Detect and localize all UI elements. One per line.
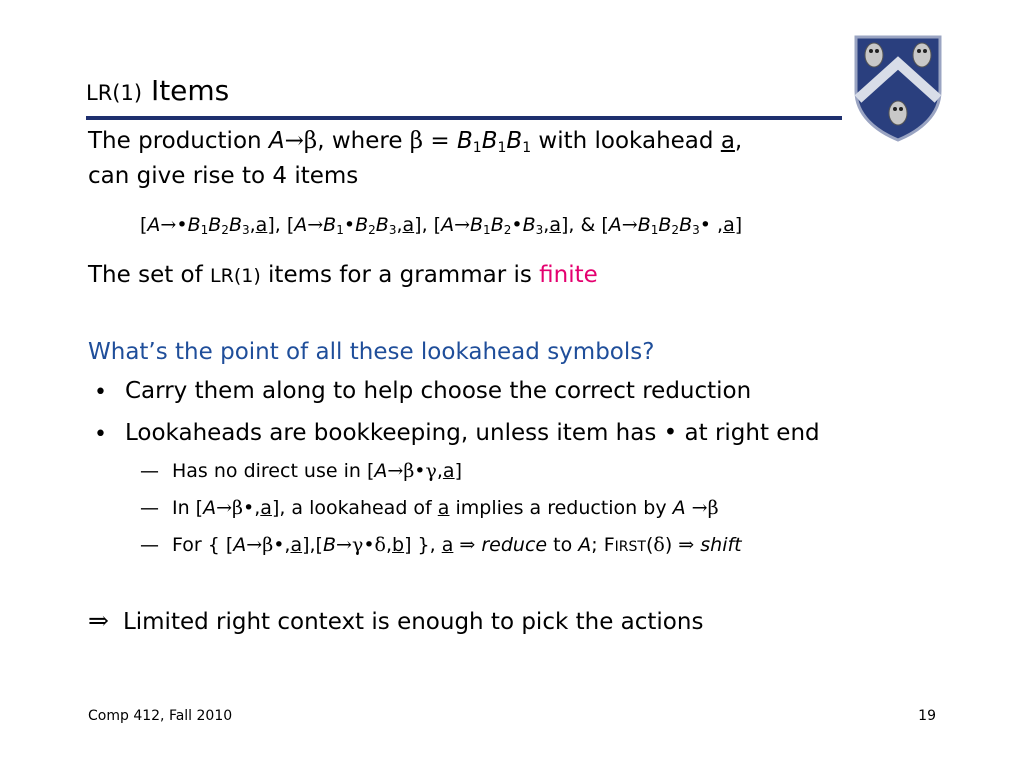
- items-list: [140, 214, 742, 236]
- conclusion-line: [88, 606, 703, 635]
- subscript: 1: [336, 223, 344, 237]
- var-B: B: [490, 214, 504, 236]
- footer-page-number: 19: [918, 708, 936, 724]
- subscript: 2: [221, 223, 229, 237]
- lookahead-a: a: [437, 497, 450, 519]
- arrow-symbol: →: [336, 534, 352, 556]
- sub2-mid: ], a lookahead of: [271, 497, 438, 519]
- finite-mid: items for a grammar is: [260, 262, 540, 288]
- arrow-symbol: →: [621, 214, 638, 236]
- bullet-marker: •: [94, 422, 107, 447]
- subscript: 1: [522, 140, 532, 156]
- lookahead-a: a: [260, 497, 272, 519]
- implies-symbol: ⇒: [453, 534, 482, 556]
- item-1: [140, 214, 287, 236]
- intro-text: The production: [88, 128, 269, 154]
- var-A: A: [578, 534, 592, 556]
- lookahead-a: a: [402, 214, 415, 236]
- title-rule: [86, 116, 842, 120]
- var-A: A: [233, 534, 247, 556]
- var-A: A: [441, 214, 455, 236]
- equals: =: [423, 128, 457, 154]
- finite-word: finite: [539, 262, 598, 288]
- var-B: B: [355, 214, 369, 236]
- subscript: 1: [472, 140, 482, 156]
- sub-bullet-1: [172, 460, 462, 482]
- gamma-symbol: γ: [351, 534, 364, 556]
- var-B: B: [637, 214, 651, 236]
- arrow-symbol: →: [454, 214, 470, 236]
- var-B: B: [658, 214, 672, 236]
- var-B: B: [679, 214, 693, 236]
- bracket: ] },: [404, 534, 442, 556]
- implies-arrow-icon: ⇒: [88, 606, 109, 635]
- first-irst: IRST: [614, 539, 646, 555]
- separator: ,: [254, 497, 261, 519]
- subscript: 1: [483, 223, 491, 237]
- subscript: 1: [200, 223, 209, 237]
- bracket: [: [140, 214, 148, 236]
- dash-marker: —: [140, 497, 159, 519]
- item-4: [601, 214, 742, 236]
- lookahead-a: a: [255, 214, 268, 236]
- beta-symbol: β: [403, 460, 415, 482]
- dot-symbol: •: [243, 497, 255, 519]
- var-A: A: [147, 214, 161, 236]
- bracket: [: [433, 214, 442, 236]
- beta-symbol: β: [409, 128, 424, 154]
- var-B: B: [506, 128, 523, 154]
- separator: ,: [710, 214, 724, 236]
- finite-pre: The set of: [88, 262, 211, 288]
- implies-symbol: ⇒: [672, 534, 701, 556]
- paren: ): [664, 534, 673, 556]
- arrow-symbol: →: [685, 497, 708, 519]
- subscript: 2: [368, 223, 376, 237]
- item-2: [287, 214, 434, 236]
- separator: ,: [385, 534, 393, 556]
- reduce-word: reduce: [481, 534, 548, 556]
- var-B: B: [323, 214, 337, 236]
- subscript: 2: [671, 223, 680, 237]
- beta-symbol: β: [707, 497, 719, 519]
- lookahead-a: a: [549, 214, 561, 236]
- sub3-pre: For { [: [172, 534, 234, 556]
- bracket: ]: [734, 214, 743, 236]
- beta-symbol: β: [303, 128, 318, 154]
- var-A: A: [268, 128, 285, 154]
- bracket: ],: [414, 214, 434, 236]
- intro-line-2: can give rise to 4 items: [88, 163, 359, 189]
- lr1-label: LR(1): [210, 265, 261, 287]
- subscript: 2: [503, 223, 512, 237]
- var-B: B: [322, 534, 337, 556]
- bracket: ], &: [560, 214, 602, 236]
- subscript: 3: [692, 223, 700, 237]
- bullet-2: Lookaheads are bookkeeping, unless item has • at right end: [125, 420, 820, 446]
- delta-symbol: δ: [374, 534, 386, 556]
- dot-symbol: •: [414, 460, 426, 482]
- bracket: [: [601, 214, 609, 236]
- var-B: B: [228, 214, 242, 236]
- sub-bullet-3: [172, 534, 742, 556]
- bracket: [: [286, 214, 295, 236]
- sub-bullet-2: [172, 497, 719, 519]
- arrow-symbol: →: [284, 128, 304, 154]
- dot-symbol: •: [176, 214, 188, 236]
- delta-symbol: δ: [653, 534, 665, 556]
- title-lr1: LR(1): [86, 81, 143, 105]
- dot-symbol: •: [343, 214, 356, 236]
- arrow-symbol: →: [307, 214, 324, 236]
- dot-symbol: •: [273, 534, 285, 556]
- dash-marker: —: [140, 460, 159, 482]
- separator: ,: [543, 214, 550, 236]
- lookahead-a: a: [720, 128, 735, 154]
- dot-symbol: •: [699, 214, 711, 236]
- intro-where: , where: [317, 128, 410, 154]
- bracket: ],: [267, 214, 287, 236]
- lookahead-a: a: [290, 534, 303, 556]
- first-F: F: [603, 534, 615, 556]
- bracket: ]: [454, 460, 462, 482]
- beta-symbol: β: [262, 534, 274, 556]
- subscript: 1: [497, 140, 507, 156]
- var-A: A: [608, 214, 622, 236]
- intro-with-lookahead: with lookahead: [531, 128, 721, 154]
- subscript: 3: [241, 223, 250, 237]
- var-A: A: [294, 214, 308, 236]
- dot-symbol: •: [363, 534, 375, 556]
- intro-line-1: [88, 128, 742, 154]
- sub2-pre: In [: [172, 497, 204, 519]
- to-word: to: [547, 534, 579, 556]
- var-B: B: [375, 214, 389, 236]
- finite-line: [88, 262, 598, 288]
- dash-marker: —: [140, 534, 159, 556]
- separator: ;: [591, 534, 604, 556]
- sub2-post: implies a reduction by: [449, 497, 673, 519]
- lookahead-b: b: [392, 534, 405, 556]
- arrow-symbol: →: [160, 214, 177, 236]
- lookahead-a: a: [723, 214, 735, 236]
- var-B: B: [208, 214, 222, 236]
- var-B: B: [187, 214, 201, 236]
- subscript: 3: [535, 223, 544, 237]
- item-3: [434, 214, 602, 236]
- arrow-symbol: →: [216, 497, 233, 519]
- intro-comma: ,: [734, 128, 743, 154]
- subscript: 3: [388, 223, 397, 237]
- bracket: ],[: [302, 534, 323, 556]
- conclusion-text: Limited right context is enough to pick the actions: [122, 609, 704, 635]
- gamma-symbol: γ: [425, 460, 437, 482]
- separator: ,: [284, 534, 291, 556]
- beta-symbol: β: [232, 497, 244, 519]
- var-A: A: [374, 460, 388, 482]
- title-items: Items: [142, 74, 230, 107]
- var-B: B: [470, 214, 484, 236]
- var-B: B: [522, 214, 536, 236]
- sub1-pre: Has no direct use in [: [172, 460, 375, 482]
- arrow-symbol: →: [387, 460, 404, 482]
- paren: (: [645, 534, 654, 556]
- separator: ,: [436, 460, 443, 482]
- separator: ,: [396, 214, 403, 236]
- bullet-1: Carry them along to help choose the correct reduction: [125, 378, 752, 404]
- footer-course: Comp 412, Fall 2010: [88, 708, 233, 724]
- var-B: B: [457, 128, 473, 154]
- separator: ,: [249, 214, 256, 236]
- slide-title: [86, 74, 229, 107]
- lookahead-a: a: [442, 460, 455, 482]
- question-line: What’s the point of all these lookahead symbols?: [88, 339, 655, 365]
- lookahead-a: a: [441, 534, 454, 556]
- subscript: 1: [650, 223, 659, 237]
- var-A: A: [672, 497, 686, 519]
- university-shield-icon: [850, 33, 946, 143]
- bullet-marker: •: [94, 380, 107, 405]
- var-B: B: [481, 128, 498, 154]
- var-A: A: [203, 497, 217, 519]
- arrow-symbol: →: [246, 534, 263, 556]
- shift-word: shift: [700, 534, 742, 556]
- dot-symbol: •: [511, 214, 523, 236]
